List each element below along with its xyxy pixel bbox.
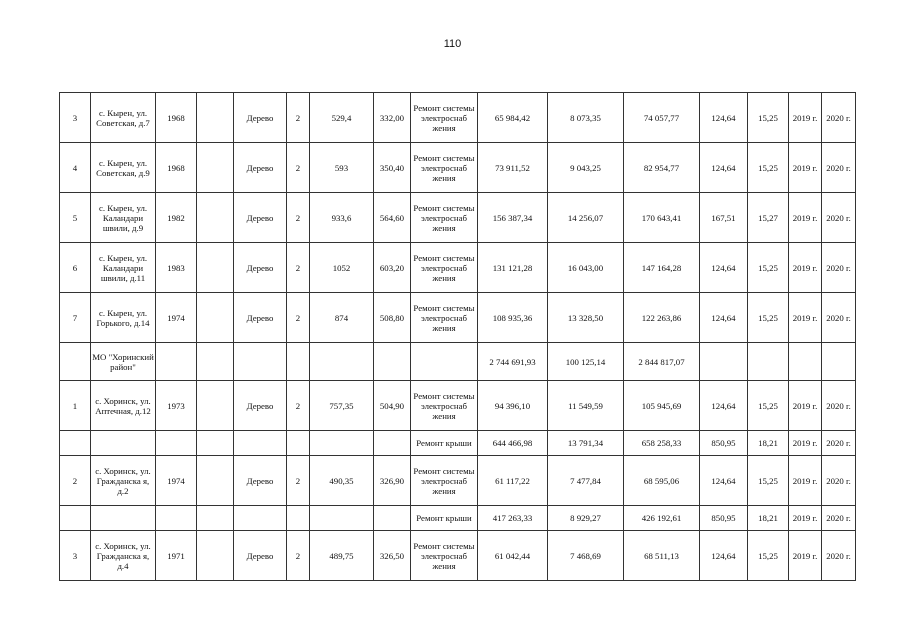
end-year xyxy=(822,343,856,381)
blank-cell xyxy=(197,193,234,243)
living-area: 326,50 xyxy=(374,531,411,581)
work-type: Ремонт системы электроснаб жения xyxy=(411,456,478,506)
total-area: 757,35 xyxy=(310,381,374,431)
address-cell xyxy=(91,431,156,456)
wall-material xyxy=(234,506,287,531)
floor-count: 2 xyxy=(287,456,310,506)
unit-cost-2: 15,25 xyxy=(748,381,789,431)
living-area: 508,80 xyxy=(374,293,411,343)
row-number: 7 xyxy=(60,293,91,343)
address-cell: с. Кырен, ул. Горького, д.14 xyxy=(91,293,156,343)
table-row xyxy=(60,531,856,581)
cost-sum-2: 9 043,25 xyxy=(548,143,624,193)
cost-sum-1: 61 117,22 xyxy=(478,456,548,506)
address-cell: с. Хоринск, ул. Аптечная, д.12 xyxy=(91,381,156,431)
unit-cost-2: 15,27 xyxy=(748,193,789,243)
build-year xyxy=(156,506,197,531)
start-year: 2019 г. xyxy=(789,381,822,431)
end-year: 2020 г. xyxy=(822,143,856,193)
row-number: 2 xyxy=(60,456,91,506)
floor-count xyxy=(287,431,310,456)
total-area: 490,35 xyxy=(310,456,374,506)
wall-material: Дерево xyxy=(234,243,287,293)
cost-sum-2: 8 073,35 xyxy=(548,93,624,143)
row-number xyxy=(60,343,91,381)
floor-count: 2 xyxy=(287,531,310,581)
repair-program-table xyxy=(59,92,856,581)
build-year xyxy=(156,343,197,381)
living-area: 603,20 xyxy=(374,243,411,293)
blank-cell xyxy=(197,93,234,143)
work-type: Ремонт системы электроснаб жения xyxy=(411,293,478,343)
wall-material: Дерево xyxy=(234,531,287,581)
blank-cell xyxy=(197,456,234,506)
cost-sum-2: 8 929,27 xyxy=(548,506,624,531)
start-year: 2019 г. xyxy=(789,506,822,531)
end-year: 2020 г. xyxy=(822,243,856,293)
table-row xyxy=(60,343,856,381)
living-area: 564,60 xyxy=(374,193,411,243)
work-type: Ремонт системы электроснаб жения xyxy=(411,143,478,193)
work-type: Ремонт крыши xyxy=(411,506,478,531)
table-row xyxy=(60,143,856,193)
living-area xyxy=(374,343,411,381)
unit-cost-1: 124,64 xyxy=(700,293,748,343)
wall-material xyxy=(234,431,287,456)
living-area: 332,00 xyxy=(374,93,411,143)
address-cell: с. Кырен, ул. Каландари швили, д.11 xyxy=(91,243,156,293)
unit-cost-1 xyxy=(700,343,748,381)
living-area: 504,90 xyxy=(374,381,411,431)
end-year: 2020 г. xyxy=(822,506,856,531)
row-number xyxy=(60,431,91,456)
cost-sum-2: 16 043,00 xyxy=(548,243,624,293)
total-area: 593 xyxy=(310,143,374,193)
cost-sum-2: 13 328,50 xyxy=(548,293,624,343)
table-row xyxy=(60,243,856,293)
table-row xyxy=(60,456,856,506)
end-year: 2020 г. xyxy=(822,293,856,343)
start-year xyxy=(789,343,822,381)
start-year: 2019 г. xyxy=(789,193,822,243)
unit-cost-2: 15,25 xyxy=(748,531,789,581)
floor-count: 2 xyxy=(287,381,310,431)
blank-cell xyxy=(197,506,234,531)
build-year: 1973 xyxy=(156,381,197,431)
wall-material: Дерево xyxy=(234,193,287,243)
start-year: 2019 г. xyxy=(789,456,822,506)
unit-cost-2: 15,25 xyxy=(748,243,789,293)
work-type: Ремонт системы электроснаб жения xyxy=(411,243,478,293)
blank-cell xyxy=(197,381,234,431)
cost-sum-2: 13 791,34 xyxy=(548,431,624,456)
floor-count: 2 xyxy=(287,243,310,293)
page-number: 110 xyxy=(443,38,462,50)
end-year: 2020 г. xyxy=(822,193,856,243)
total-area: 529,4 xyxy=(310,93,374,143)
unit-cost-2: 15,25 xyxy=(748,293,789,343)
table-row xyxy=(60,506,856,531)
unit-cost-1: 167,51 xyxy=(700,193,748,243)
cost-total: 658 258,33 xyxy=(624,431,700,456)
floor-count: 2 xyxy=(287,193,310,243)
total-area: 489,75 xyxy=(310,531,374,581)
cost-total: 122 263,86 xyxy=(624,293,700,343)
cost-sum-2: 11 549,59 xyxy=(548,381,624,431)
work-type: Ремонт крыши xyxy=(411,431,478,456)
unit-cost-2: 15,25 xyxy=(748,143,789,193)
unit-cost-2: 18,21 xyxy=(748,506,789,531)
work-type xyxy=(411,343,478,381)
unit-cost-1: 124,64 xyxy=(700,531,748,581)
start-year: 2019 г. xyxy=(789,143,822,193)
floor-count: 2 xyxy=(287,293,310,343)
end-year: 2020 г. xyxy=(822,531,856,581)
unit-cost-1: 124,64 xyxy=(700,456,748,506)
row-number: 3 xyxy=(60,531,91,581)
address-cell: с. Хоринск, ул. Гражданска я, д.4 xyxy=(91,531,156,581)
blank-cell xyxy=(197,343,234,381)
total-area xyxy=(310,343,374,381)
build-year: 1983 xyxy=(156,243,197,293)
cost-sum-2: 14 256,07 xyxy=(548,193,624,243)
wall-material: Дерево xyxy=(234,93,287,143)
cost-sum-1: 644 466,98 xyxy=(478,431,548,456)
build-year: 1974 xyxy=(156,456,197,506)
cost-sum-2: 7 468,69 xyxy=(548,531,624,581)
table-row xyxy=(60,93,856,143)
work-type: Ремонт системы электроснаб жения xyxy=(411,381,478,431)
unit-cost-1: 124,64 xyxy=(700,381,748,431)
start-year: 2019 г. xyxy=(789,243,822,293)
row-number xyxy=(60,506,91,531)
living-area: 350,40 xyxy=(374,143,411,193)
floor-count xyxy=(287,343,310,381)
end-year: 2020 г. xyxy=(822,431,856,456)
unit-cost-2 xyxy=(748,343,789,381)
living-area xyxy=(374,506,411,531)
start-year: 2019 г. xyxy=(789,431,822,456)
start-year: 2019 г. xyxy=(789,293,822,343)
address-cell: с. Кырен, ул. Каландари швили, д.9 xyxy=(91,193,156,243)
wall-material: Дерево xyxy=(234,456,287,506)
wall-material: Дерево xyxy=(234,381,287,431)
build-year: 1974 xyxy=(156,293,197,343)
end-year: 2020 г. xyxy=(822,93,856,143)
table-row xyxy=(60,431,856,456)
floor-count: 2 xyxy=(287,143,310,193)
cost-total: 105 945,69 xyxy=(624,381,700,431)
cost-total: 68 595,06 xyxy=(624,456,700,506)
total-area xyxy=(310,506,374,531)
cost-total: 82 954,77 xyxy=(624,143,700,193)
build-year: 1982 xyxy=(156,193,197,243)
address-cell: с. Кырен, ул. Советская, д.7 xyxy=(91,93,156,143)
floor-count: 2 xyxy=(287,93,310,143)
blank-cell xyxy=(197,143,234,193)
address-cell: с. Кырен, ул. Советская, д.9 xyxy=(91,143,156,193)
cost-sum-2: 100 125,14 xyxy=(548,343,624,381)
start-year: 2019 г. xyxy=(789,93,822,143)
blank-cell xyxy=(197,431,234,456)
cost-total: 170 643,41 xyxy=(624,193,700,243)
cost-sum-1: 417 263,33 xyxy=(478,506,548,531)
cost-sum-2: 7 477,84 xyxy=(548,456,624,506)
wall-material: Дерево xyxy=(234,293,287,343)
total-area xyxy=(310,431,374,456)
cost-total: 147 164,28 xyxy=(624,243,700,293)
work-type: Ремонт системы электроснаб жения xyxy=(411,531,478,581)
unit-cost-2: 15,25 xyxy=(748,456,789,506)
cost-total: 74 057,77 xyxy=(624,93,700,143)
blank-cell xyxy=(197,293,234,343)
blank-cell xyxy=(197,243,234,293)
cost-sum-1: 156 387,34 xyxy=(478,193,548,243)
unit-cost-1: 124,64 xyxy=(700,243,748,293)
cost-sum-1: 131 121,28 xyxy=(478,243,548,293)
living-area: 326,90 xyxy=(374,456,411,506)
cost-sum-1: 65 984,42 xyxy=(478,93,548,143)
unit-cost-1: 124,64 xyxy=(700,143,748,193)
address-cell: МО "Хоринский район" xyxy=(91,343,156,381)
total-area: 933,6 xyxy=(310,193,374,243)
address-cell xyxy=(91,506,156,531)
end-year: 2020 г. xyxy=(822,381,856,431)
unit-cost-1: 850,95 xyxy=(700,506,748,531)
blank-cell xyxy=(197,531,234,581)
unit-cost-2: 18,21 xyxy=(748,431,789,456)
row-number: 3 xyxy=(60,93,91,143)
start-year: 2019 г. xyxy=(789,531,822,581)
table-row xyxy=(60,193,856,243)
cost-sum-1: 61 042,44 xyxy=(478,531,548,581)
row-number: 4 xyxy=(60,143,91,193)
address-cell: с. Хоринск, ул. Гражданска я, д.2 xyxy=(91,456,156,506)
build-year xyxy=(156,431,197,456)
build-year: 1968 xyxy=(156,93,197,143)
cost-total: 68 511,13 xyxy=(624,531,700,581)
living-area xyxy=(374,431,411,456)
total-area: 874 xyxy=(310,293,374,343)
row-number: 5 xyxy=(60,193,91,243)
work-type: Ремонт системы электроснаб жения xyxy=(411,193,478,243)
unit-cost-2: 15,25 xyxy=(748,93,789,143)
unit-cost-1: 850,95 xyxy=(700,431,748,456)
wall-material: Дерево xyxy=(234,143,287,193)
table-row xyxy=(60,293,856,343)
floor-count xyxy=(287,506,310,531)
build-year: 1968 xyxy=(156,143,197,193)
work-type: Ремонт системы электроснаб жения xyxy=(411,93,478,143)
cost-sum-1: 2 744 691,93 xyxy=(478,343,548,381)
table-row xyxy=(60,381,856,431)
row-number: 1 xyxy=(60,381,91,431)
cost-sum-1: 108 935,36 xyxy=(478,293,548,343)
build-year: 1971 xyxy=(156,531,197,581)
cost-sum-1: 94 396,10 xyxy=(478,381,548,431)
cost-sum-1: 73 911,52 xyxy=(478,143,548,193)
cost-total: 426 192,61 xyxy=(624,506,700,531)
wall-material xyxy=(234,343,287,381)
total-area: 1052 xyxy=(310,243,374,293)
end-year: 2020 г. xyxy=(822,456,856,506)
cost-total: 2 844 817,07 xyxy=(624,343,700,381)
row-number: 6 xyxy=(60,243,91,293)
unit-cost-1: 124,64 xyxy=(700,93,748,143)
